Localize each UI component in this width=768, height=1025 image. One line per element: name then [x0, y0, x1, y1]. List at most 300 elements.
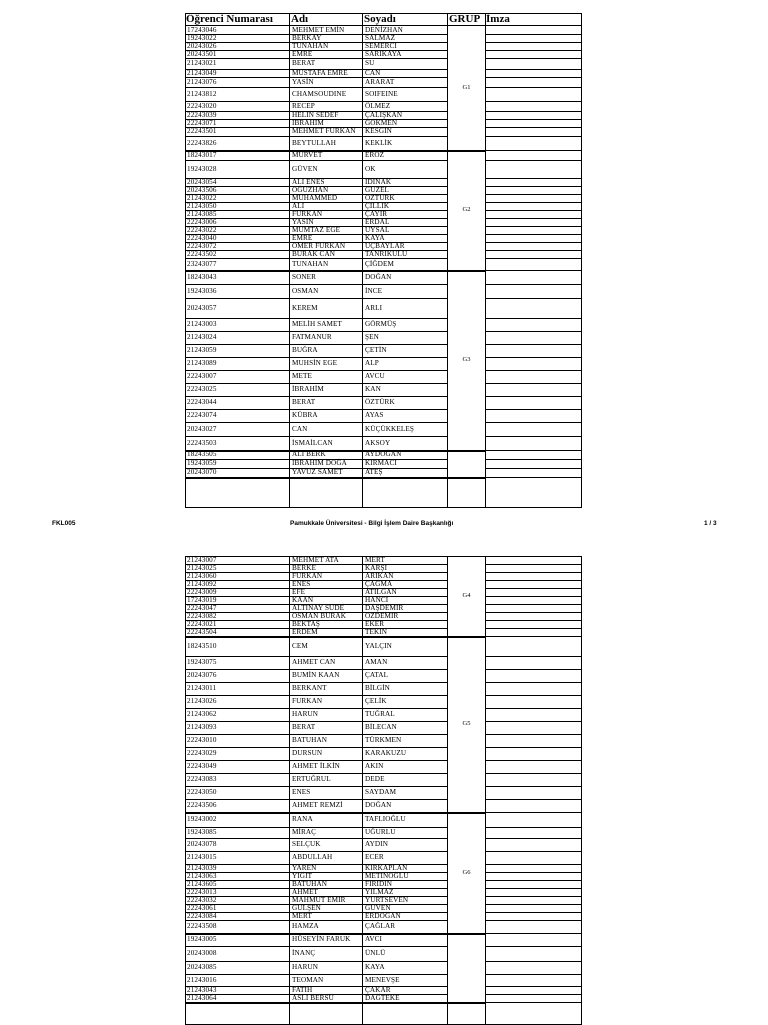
signature-cell[interactable] — [486, 78, 581, 87]
first-name-cell: HARUN — [292, 710, 319, 718]
signature-cell[interactable] — [486, 70, 581, 77]
row-border — [185, 786, 448, 787]
signature-cell[interactable] — [486, 51, 581, 58]
student-no-cell: 18243510 — [187, 641, 217, 650]
signature-cell[interactable] — [486, 934, 581, 946]
surname-cell: ÇATAL — [365, 671, 389, 679]
first-name-cell: SONER — [292, 272, 317, 281]
signature-cell[interactable] — [486, 460, 581, 468]
first-name-cell: BATUHAN — [292, 879, 328, 888]
student-no-cell: 19243059 — [187, 459, 217, 467]
row-border — [185, 218, 448, 219]
first-name-cell: ALTINAY SUDE — [292, 603, 345, 612]
surname-cell: KARAKUZU — [365, 749, 407, 757]
signature-cell[interactable] — [486, 573, 581, 580]
student-no-cell: 22243029 — [187, 749, 217, 757]
column-border — [185, 556, 186, 1024]
student-no-cell: 19243085 — [187, 828, 217, 836]
student-no-cell: 22243508 — [187, 922, 217, 930]
student-no-cell: 19243028 — [187, 164, 217, 173]
row-border — [185, 721, 448, 722]
signature-cell[interactable] — [486, 873, 581, 880]
surname-cell: CAN — [365, 68, 381, 77]
surname-cell: AYDOĞAN — [365, 450, 402, 458]
row-border — [185, 773, 448, 774]
surname-cell: MENEVŞE — [365, 975, 400, 984]
first-name-cell: MÜMTAZ EGE — [292, 225, 341, 234]
group-border — [185, 1002, 486, 1004]
surname-cell: ÜÇBAYLAR — [365, 241, 405, 250]
student-no-cell: 20243076 — [187, 671, 217, 679]
surname-cell: AYAS — [365, 411, 384, 419]
student-no-cell: 21243064 — [187, 993, 217, 1002]
row-border — [185, 564, 448, 565]
row-border — [185, 50, 448, 51]
signature-cell[interactable] — [486, 709, 581, 721]
signature-cell[interactable] — [486, 219, 581, 226]
student-no-cell: 22243071 — [187, 118, 217, 127]
signature-cell[interactable] — [486, 605, 581, 612]
signature-cell[interactable] — [486, 397, 581, 409]
first-name-cell: MEHMET ATA — [292, 555, 339, 564]
signature-cell[interactable] — [486, 565, 581, 572]
student-no-cell: 21243089 — [187, 359, 217, 367]
signature-cell[interactable] — [486, 451, 581, 459]
surname-cell: MERT — [365, 555, 385, 564]
surname-cell: HANCI — [365, 595, 389, 604]
student-no-cell: 20243078 — [187, 840, 217, 848]
signature-cell[interactable] — [486, 921, 581, 933]
student-no-cell: 22243506 — [187, 801, 217, 809]
signature-cell[interactable] — [486, 112, 581, 119]
signature-cell[interactable] — [486, 881, 581, 888]
signature-cell[interactable] — [486, 589, 581, 596]
row-border — [185, 202, 448, 203]
surname-cell: GÖKMEN — [365, 118, 398, 127]
signature-cell[interactable] — [486, 670, 581, 682]
student-no-cell: 21243062 — [187, 710, 217, 718]
first-name-cell: YİĞİT — [292, 871, 313, 880]
first-name-cell: BATUHAN — [292, 736, 328, 744]
surname-cell: ÇAYIR — [365, 209, 388, 218]
row-border — [185, 838, 448, 839]
first-name-cell: CHAMSOUDINE — [292, 89, 347, 98]
surname-cell: ERDAL — [365, 217, 390, 226]
signature-cell[interactable] — [486, 995, 581, 1002]
student-no-cell: 18243505 — [187, 450, 217, 458]
row-border — [185, 912, 448, 913]
column-border — [289, 556, 290, 1024]
signature-cell[interactable] — [486, 913, 581, 920]
signature-cell[interactable] — [486, 59, 581, 69]
signature-cell[interactable] — [486, 227, 581, 234]
student-no-cell: 19243005 — [187, 935, 217, 943]
surname-cell: SALMAZ — [365, 33, 396, 42]
first-name-cell: FATİH — [292, 985, 313, 994]
footer-institution: Pamukkale Üniversitesi - Bilgi İşlem Daire Başkanlığı — [290, 520, 454, 527]
row-border — [185, 747, 448, 748]
signature-cell[interactable] — [486, 27, 581, 34]
signature-cell[interactable] — [486, 128, 581, 136]
first-name-cell: BERKE — [292, 563, 317, 572]
student-no-cell: 22243049 — [187, 762, 217, 770]
signature-cell[interactable] — [486, 319, 581, 331]
signature-cell[interactable] — [486, 345, 581, 357]
first-name-cell: FURKAN — [292, 697, 323, 705]
first-name-cell: YAVUZ SAMET — [292, 468, 343, 476]
student-no-cell: 22243826 — [187, 138, 217, 147]
student-no-cell: 22243021 — [187, 619, 217, 628]
row-border — [185, 974, 448, 975]
group-label: G3 — [462, 356, 471, 363]
signature-cell[interactable] — [486, 43, 581, 50]
student-no-cell: 22243050 — [187, 788, 217, 796]
group-label: G1 — [462, 84, 471, 91]
row-border — [185, 344, 448, 345]
surname-cell: GÜZEL — [365, 185, 390, 194]
group-border — [185, 636, 486, 638]
student-no-cell: 21243025 — [187, 563, 217, 572]
signature-cell[interactable] — [486, 203, 581, 210]
header-signature: İmza — [486, 13, 510, 25]
student-no-cell: 21243039 — [187, 863, 217, 872]
signature-cell[interactable] — [486, 410, 581, 422]
first-name-cell: YASİN — [292, 77, 314, 86]
signature-cell[interactable] — [486, 987, 581, 994]
first-name-cell: BUĞRA — [292, 346, 318, 354]
surname-cell: AKIN — [365, 762, 384, 770]
surname-cell: YALÇIN — [365, 641, 392, 650]
surname-cell: İNCE — [365, 286, 383, 295]
surname-cell: TEKİN — [365, 627, 388, 636]
surname-cell: TUĞRAL — [365, 710, 395, 718]
surname-cell: SAYDAM — [365, 788, 397, 796]
first-name-cell: GÜLŞEN — [292, 903, 321, 912]
surname-cell: DOĞAN — [365, 272, 392, 281]
signature-cell[interactable] — [486, 621, 581, 628]
student-no-cell: 21243026 — [187, 697, 217, 705]
signature-cell[interactable] — [486, 299, 581, 318]
first-name-cell: MEHMET FURKAN — [292, 127, 356, 135]
signature-cell[interactable] — [486, 88, 581, 101]
row-border — [185, 760, 448, 761]
student-no-cell: 19243036 — [187, 286, 217, 295]
row-border — [185, 734, 448, 735]
row-border — [185, 580, 448, 581]
signature-cell[interactable] — [486, 423, 581, 436]
signature-row-border — [485, 477, 582, 478]
surname-cell: TANRIKULU — [365, 249, 408, 258]
first-name-cell: MAHMUT EMİR — [292, 895, 346, 904]
signature-cell[interactable] — [486, 761, 581, 773]
signature-cell[interactable] — [486, 371, 581, 383]
surname-cell: ÇİĞDEM — [365, 259, 394, 268]
row-border — [185, 422, 448, 423]
row-border — [185, 298, 448, 299]
surname-cell: DEDE — [365, 775, 385, 783]
student-no-cell: 21243060 — [187, 571, 217, 580]
signature-cell[interactable] — [486, 179, 581, 186]
signature-cell[interactable] — [486, 271, 581, 284]
row-border — [185, 77, 448, 78]
surname-cell: KAN — [365, 385, 381, 393]
signature-cell[interactable] — [486, 243, 581, 250]
surname-cell: ECER — [365, 853, 384, 861]
first-name-cell: METE — [292, 372, 312, 380]
first-name-cell: OSMAN — [292, 286, 319, 295]
signature-cell[interactable] — [486, 597, 581, 604]
student-no-cell: 22243082 — [187, 611, 217, 620]
signature-cell[interactable] — [486, 865, 581, 872]
first-name-cell: ABDULLAH — [292, 853, 333, 861]
surname-cell: ARIKAN — [365, 571, 394, 580]
signature-cell[interactable] — [486, 251, 581, 258]
student-no-cell: 17243019 — [187, 595, 217, 604]
student-no-cell: 22243044 — [187, 398, 217, 406]
surname-cell: SEMERCİ — [365, 41, 397, 50]
first-name-cell: OSMAN BURAK — [292, 611, 347, 620]
first-name-cell: BURAK CAN — [292, 249, 336, 258]
first-name-cell: GÜVEN — [292, 164, 318, 173]
student-no-cell: 22243072 — [187, 241, 217, 250]
signature-cell[interactable] — [486, 195, 581, 202]
surname-cell: ÖZTÜRK — [365, 398, 395, 406]
signature-cell[interactable] — [486, 161, 581, 178]
surname-cell: ÖLMEZ — [365, 101, 391, 110]
signature-cell[interactable] — [486, 722, 581, 734]
signature-cell[interactable] — [486, 657, 581, 669]
student-no-cell: 22243010 — [187, 736, 217, 744]
surname-cell: ÇAĞMA — [365, 579, 393, 588]
row-border — [185, 284, 448, 285]
surname-cell: METİNOĞLU — [365, 871, 409, 880]
first-name-cell: KÜBRA — [292, 411, 318, 419]
signature-cell[interactable] — [486, 151, 581, 160]
row-border — [185, 827, 448, 828]
signature-cell[interactable] — [486, 102, 581, 111]
first-name-cell: MUHAMMED — [292, 193, 338, 202]
signature-cell[interactable] — [486, 828, 581, 838]
signature-cell[interactable] — [486, 813, 581, 827]
signature-cell[interactable] — [486, 839, 581, 851]
student-no-cell: 21243085 — [187, 209, 217, 218]
signature-cell[interactable] — [486, 259, 581, 270]
row-border — [185, 695, 448, 696]
header-name: Adı — [291, 13, 309, 25]
surname-cell: UYSAL — [365, 225, 390, 234]
surname-cell: GÜVEN — [365, 903, 391, 912]
student-no-cell: 22243084 — [187, 911, 217, 920]
signature-cell[interactable] — [486, 613, 581, 620]
signature-cell[interactable] — [486, 187, 581, 194]
attendance-table-page1 — [185, 13, 581, 507]
row-border — [185, 656, 448, 657]
first-name-cell: FURKAN — [292, 571, 323, 580]
signature-cell[interactable] — [486, 748, 581, 760]
signature-cell[interactable] — [486, 852, 581, 864]
first-name-cell: MUHSİN EGE — [292, 359, 338, 367]
signature-cell[interactable] — [486, 120, 581, 127]
signature-cell[interactable] — [486, 897, 581, 904]
surname-cell: KEKLİK — [365, 138, 393, 147]
surname-cell: KESGİN — [365, 127, 392, 135]
row-border — [185, 682, 448, 683]
first-name-cell: EMRE — [292, 49, 313, 58]
signature-cell[interactable] — [486, 285, 581, 298]
first-name-cell: TUNAHAN — [292, 259, 329, 268]
surname-cell: KIRMACI — [365, 459, 397, 467]
signature-cell[interactable] — [486, 629, 581, 636]
surname-cell: ŞEN — [365, 333, 379, 341]
row-border — [185, 160, 448, 161]
student-no-cell: 22243009 — [187, 587, 217, 596]
student-no-cell: 21243093 — [187, 723, 217, 731]
student-no-cell: 22243074 — [187, 411, 217, 419]
student-no-cell: 22243007 — [187, 372, 217, 380]
first-name-cell: ÖMER FURKAN — [292, 241, 346, 250]
signature-cell[interactable] — [486, 889, 581, 896]
signature-cell[interactable] — [486, 35, 581, 42]
surname-cell: ERÖZ — [365, 150, 385, 159]
surname-cell: ÇELİK — [365, 697, 387, 705]
surname-cell: İDİNAK — [365, 177, 392, 186]
first-name-cell: TUNAHAN — [292, 41, 329, 50]
first-name-cell: İBRAHİM DOĞA — [292, 459, 347, 467]
surname-cell: ATEŞ — [365, 468, 383, 476]
student-no-cell: 17243046 — [187, 25, 217, 34]
signature-cell[interactable] — [486, 332, 581, 344]
row-border — [185, 409, 448, 410]
student-no-cell: 20243027 — [187, 424, 217, 433]
student-no-cell: 20243506 — [187, 185, 217, 194]
signature-cell[interactable] — [486, 437, 581, 450]
group-border — [185, 150, 486, 152]
first-name-cell: DURSUN — [292, 749, 323, 757]
signature-cell[interactable] — [486, 800, 581, 812]
surname-cell: KARŞI — [365, 563, 388, 572]
surname-cell: KÜÇÜKKELEŞ — [365, 424, 414, 433]
first-name-cell: MEHMET EMİN — [292, 25, 345, 34]
surname-cell: SOIFEINE — [365, 89, 398, 98]
row-border — [185, 258, 448, 259]
first-name-cell: BEKTAŞ — [292, 619, 320, 628]
group-border — [185, 812, 486, 814]
signature-cell[interactable] — [486, 469, 581, 477]
student-no-cell: 20243026 — [187, 41, 217, 50]
first-name-cell: RECEP — [292, 101, 315, 110]
surname-cell: DAĞTEKE — [365, 993, 400, 1002]
student-no-cell: 21243021 — [187, 59, 217, 67]
group-label: G4 — [462, 592, 471, 599]
first-name-cell: ASLI BERSU — [292, 993, 334, 1002]
surname-cell: SARIKAYA — [365, 49, 402, 58]
row-border — [185, 986, 448, 987]
signature-cell[interactable] — [486, 975, 581, 986]
signature-cell[interactable] — [486, 696, 581, 708]
surname-cell: ARARAT — [365, 77, 395, 86]
first-name-cell: İBRAHİM — [292, 118, 324, 127]
group-label: G5 — [462, 720, 471, 727]
signature-cell[interactable] — [486, 581, 581, 588]
table-top-border — [185, 13, 582, 14]
surname-cell: KAYA — [365, 963, 385, 971]
signature-cell[interactable] — [486, 637, 581, 656]
signature-cell[interactable] — [486, 947, 581, 961]
signature-cell[interactable] — [486, 905, 581, 912]
first-name-cell: AHMET İLKİN — [292, 762, 340, 770]
surname-cell: ÇAKAR — [365, 985, 391, 994]
signature-cell[interactable] — [486, 235, 581, 242]
row-border — [185, 58, 448, 59]
row-border — [185, 234, 448, 235]
student-no-cell: 21243076 — [187, 77, 217, 86]
first-name-cell: MİRAÇ — [292, 828, 317, 836]
first-name-cell: HÜSEYİN FARUK — [292, 935, 351, 943]
row-border — [185, 708, 448, 709]
first-name-cell: FURKAN — [292, 209, 323, 218]
surname-cell: ALP — [365, 359, 379, 367]
signature-cell[interactable] — [486, 384, 581, 396]
first-name-cell: YAREN — [292, 863, 317, 872]
student-no-cell: 21243003 — [187, 320, 217, 328]
first-name-cell: MUSTAFA EMRE — [292, 68, 348, 77]
table-bottom-border — [185, 507, 582, 508]
signature-cell[interactable] — [486, 358, 581, 370]
student-no-cell: 21243605 — [187, 879, 217, 888]
student-no-cell: 19243002 — [187, 815, 217, 823]
first-name-cell: RANA — [292, 815, 313, 823]
student-no-cell: 22243504 — [187, 627, 217, 636]
signature-cell[interactable] — [486, 787, 581, 799]
surname-cell: TAFLIOĞLU — [365, 815, 406, 823]
signature-cell[interactable] — [486, 735, 581, 747]
header-group: GRUP — [449, 13, 481, 25]
student-no-cell: 22243501 — [187, 127, 217, 135]
first-name-cell: EMRE — [292, 233, 313, 242]
row-border — [185, 799, 448, 800]
column-border — [362, 556, 363, 1024]
signature-cell[interactable] — [486, 683, 581, 695]
first-name-cell: BEYTULLAH — [292, 138, 337, 147]
surname-cell: DOĞAN — [365, 801, 392, 809]
first-name-cell: BERAT — [292, 59, 316, 67]
signature-cell[interactable] — [486, 211, 581, 218]
row-border — [185, 596, 448, 597]
row-border — [185, 920, 448, 921]
student-no-cell: 20243054 — [187, 177, 217, 186]
group-label: G6 — [462, 868, 471, 876]
first-name-cell: BERAT — [292, 723, 316, 731]
student-no-cell: 20243008 — [187, 949, 217, 957]
student-no-cell: 19243022 — [187, 33, 217, 42]
signature-cell[interactable] — [486, 962, 581, 974]
signature-cell[interactable] — [486, 137, 581, 150]
student-no-cell: 21243007 — [187, 555, 217, 564]
signature-cell[interactable] — [486, 557, 581, 564]
surname-cell: GÖRMÜŞ — [365, 320, 397, 328]
student-no-cell: 20243501 — [187, 49, 217, 58]
student-no-cell: 22243061 — [187, 903, 217, 912]
first-name-cell: HELİN SEDEF — [292, 110, 339, 119]
student-no-cell: 21243016 — [187, 975, 217, 984]
student-no-cell: 22243083 — [187, 775, 217, 783]
student-no-cell: 22243039 — [187, 110, 217, 119]
first-name-cell: AHMET — [292, 887, 319, 896]
surname-cell: FİRİDİN — [365, 879, 393, 888]
first-name-cell: ENES — [292, 788, 311, 796]
signature-cell[interactable] — [486, 774, 581, 786]
first-name-cell: ENES — [292, 579, 311, 588]
